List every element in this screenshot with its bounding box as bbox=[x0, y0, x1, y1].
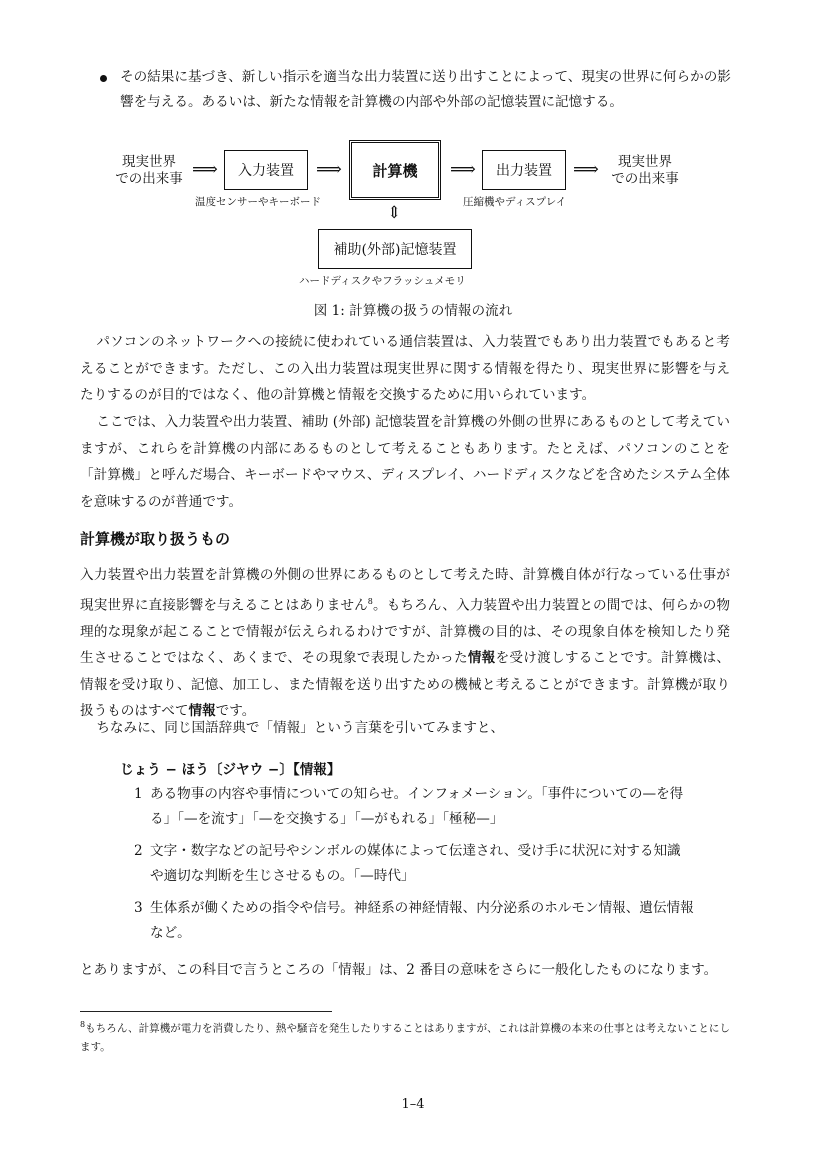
output-device-note: 圧縮機やディスプレイ bbox=[463, 196, 567, 208]
right-arrow-icon: ⟹ bbox=[316, 159, 342, 180]
bold-term: 情報 bbox=[188, 703, 216, 720]
right-arrow-icon: ⟹ bbox=[573, 159, 599, 180]
paragraph-dictionary-intro: ちなみに、同じ国語辞典で「情報」という言葉を引いてみますと、 bbox=[96, 720, 505, 736]
dictionary-item bbox=[134, 782, 694, 832]
storage-device-note: ハードディスクやフラッシュメモリ bbox=[299, 275, 466, 287]
input-device-box: 入力装置 bbox=[224, 150, 308, 190]
computer-box: 計算機 bbox=[349, 140, 441, 200]
figure-left-label-line: 現実世界 bbox=[122, 154, 176, 170]
footnote-divider bbox=[80, 1011, 332, 1012]
page-number: 1–4 bbox=[401, 1097, 425, 1112]
figure-right-label-line: 現実世界 bbox=[618, 154, 672, 170]
right-arrow-icon: ⟹ bbox=[192, 159, 218, 180]
storage-device-box: 補助(外部)記憶装置 bbox=[318, 229, 472, 269]
bullet-item bbox=[100, 65, 740, 115]
dictionary-item-number: 2 bbox=[134, 843, 143, 859]
dictionary-item-number: 1 bbox=[134, 786, 143, 802]
text-run: です。 bbox=[215, 703, 256, 720]
figure-right-label bbox=[600, 154, 690, 188]
input-device-note: 温度センサーやキーボード bbox=[195, 196, 321, 208]
text-run: 。もちろん、入力装置や出力装置との間では、何らかの物理的な現象が起こることで情報が伝えられるわけですが、計算機の目的は、その現象自体を検知したり発生させることではなく、あくまで、その現象で表現したかった bbox=[80, 597, 730, 667]
figure-left-label-line: での出来事 bbox=[115, 171, 183, 187]
bullet-dot-icon bbox=[100, 75, 107, 82]
bold-term: 情報 bbox=[467, 650, 496, 667]
dictionary-item-text: 文字・数字などの記号やシンボルの媒体によって伝達され、受け手に状況に対する知識や適切な判断を生じさせるもの。「—時代」 bbox=[150, 843, 681, 884]
section-heading: 計算機が取り扱うもの bbox=[80, 530, 231, 548]
paragraph-network: パソコンのネットワークへの接続に使われている通信装置は、入力装置でもあり出力装置でもあると考えることができます。ただし、この入出力装置は現実世界に関する情報を得たり、現実世界に影響を与えたりするのが目的ではなく、他の計算機と情報を交換するために用いられています。 bbox=[80, 334, 730, 403]
footnote bbox=[80, 1016, 730, 1056]
dictionary-item-text: 生体系が働くための指令や信号。神経系の神経情報、内分泌系のホルモン情報、遺伝情報など。 bbox=[150, 900, 694, 941]
bidirectional-arrow-icon: ⇕ bbox=[387, 203, 402, 223]
footnote-mark: 8 bbox=[80, 1020, 86, 1029]
right-arrow-icon: ⟹ bbox=[450, 159, 476, 180]
paragraph-information bbox=[80, 562, 730, 725]
footnote-text: もちろん、計算機が電力を消費したり、熱や騒音を発生したりすることはありますが、これは計算機の本来の仕事とは考えないことにします。 bbox=[80, 1022, 730, 1053]
figure-caption: 図 1: 計算機の扱うの情報の流れ bbox=[313, 303, 513, 319]
footnote-reference[interactable]: 8 bbox=[367, 596, 373, 606]
dictionary-item bbox=[134, 896, 694, 946]
dictionary-item bbox=[134, 839, 694, 889]
dictionary-item-text: ある物事の内容や事情についての知らせ。インフォメーション。「事件についての—を得る」「—を流す」「—を交換する」「—がもれる」「極秘—」 bbox=[150, 786, 684, 827]
dictionary-title: じょう − ほう〔ジヤウ −〕【情報】 bbox=[120, 762, 341, 778]
figure-right-label-line: での出来事 bbox=[611, 171, 679, 187]
text-run: 入力装置や出力装置を計算機の外側の世界にあるものとして考えた時、計算機自体が行なっている仕事が現実世界に直接影響を与えることはありません bbox=[80, 567, 730, 614]
bullet-text: その結果に基づき、新しい指示を適当な出力装置に送り出すことによって、現実の世界に何らかの影響を与える。あるいは、新たな情報を計算機の内部や外部の記憶装置に記憶する。 bbox=[120, 69, 731, 110]
figure-left-label bbox=[104, 154, 194, 188]
paragraph-internal: ここでは、入力装置や出力装置、補助 (外部) 記憶装置を計算機の外側の世界にあるものとして考えていますが、これらを計算機の内部にあるものとして考えることもあります。たとえば、パソコンのことを「計算機」と呼んだ場合、キーボードやマウス、ディスプレイ、ハードディスクなどを含めたシステム全体を意味するのが普通です。 bbox=[80, 414, 730, 510]
paragraph-conclusion: とありますが、この科目で言うところの「情報」は、2 番目の意味をさらに一般化したものになります。 bbox=[80, 962, 718, 978]
output-device-box: 出力装置 bbox=[482, 150, 566, 190]
text-run: を受け渡しすることです。計算機は、情報を受け取り、記憶、加工し、また情報を送り出すための機械と考えることができます。計算機が取り扱うものはすべて bbox=[80, 650, 730, 720]
dictionary-item-number: 3 bbox=[134, 900, 143, 916]
